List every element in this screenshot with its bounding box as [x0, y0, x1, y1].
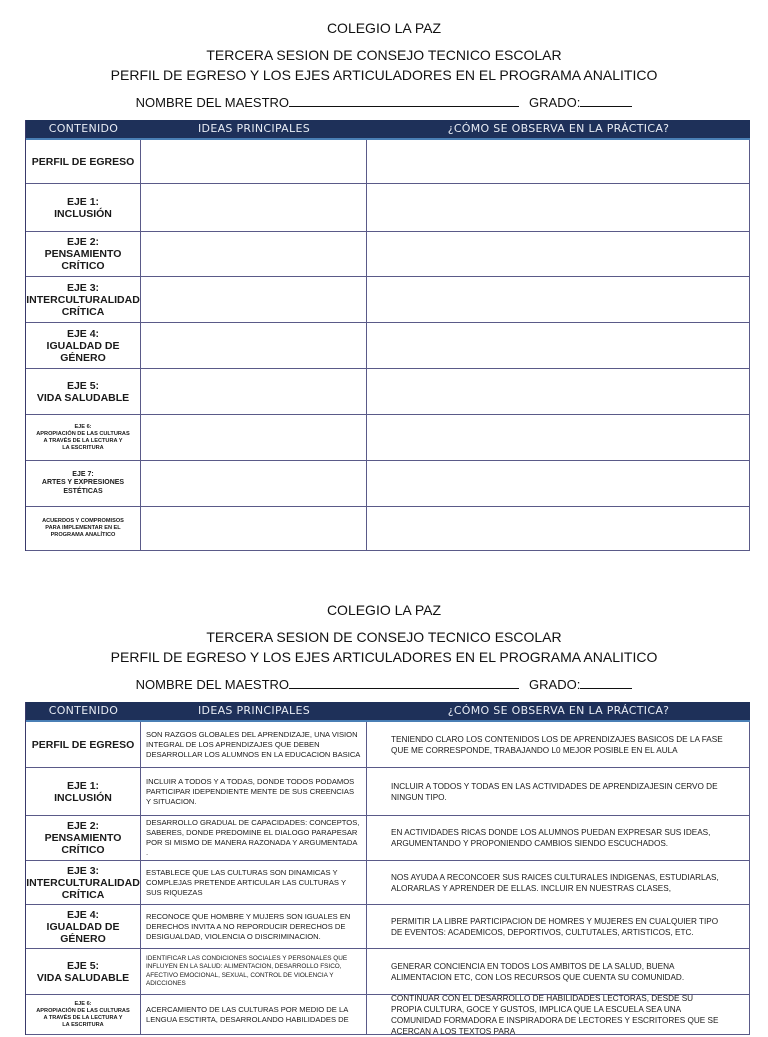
practice-cell[interactable] — [367, 323, 750, 368]
practice-cell[interactable] — [367, 184, 750, 231]
table-row — [26, 905, 750, 949]
table-row — [26, 861, 750, 905]
name-grade-line — [0, 94, 768, 110]
teacher-name-blank[interactable] — [289, 94, 519, 107]
row-label: EJE 5: VIDA SALUDABLE — [26, 949, 141, 994]
row-label: PERFIL DE EGRESO — [26, 140, 141, 183]
col-header-practica: ¿CÓMO SE OBSERVA EN LA PRÁCTICA? — [447, 122, 670, 135]
ideas-cell[interactable]: ACERCAMIENTO DE LAS CULTURAS POR MEDIO DE LA LENGUA ESCTIRTA, DESARROLANDO HABILIDADES DE — [141, 995, 367, 1034]
col-header-ideas: IDEAS PRINCIPALES — [198, 704, 310, 717]
session-title: TERCERA SESION DE CONSEJO TECNICO ESCOLAR — [206, 629, 562, 645]
col-header-practica: ¿CÓMO SE OBSERVA EN LA PRÁCTICA? — [447, 704, 670, 717]
school-name: COLEGIO LA PAZ — [326, 20, 442, 36]
row-label: EJE 3: INTERCULTURALIDAD CRÍTICA — [26, 277, 141, 322]
topic-title: PERFIL DE EGRESO Y LOS EJES ARTICULADORES EN EL PROGRAMA ANALITICO — [110, 67, 658, 83]
teacher-name-blank[interactable] — [289, 676, 519, 689]
filled-axes-table — [25, 702, 750, 1035]
practice-cell[interactable] — [367, 277, 750, 322]
table-row — [26, 232, 750, 277]
ideas-cell[interactable]: INCLUIR A TODOS Y A TODAS, DONDE TODOS PODAMOS PARTICIPAR IDEPENDIENTE MENTE DE SUS CREENCIAS Y SITUACION. — [141, 768, 367, 815]
practice-cell[interactable] — [367, 461, 750, 506]
row-label: EJE 2: PENSAMIENTO CRÍTICO — [26, 816, 141, 860]
grade-label: GRADO: — [529, 95, 581, 110]
ideas-cell[interactable] — [141, 369, 367, 414]
ideas-cell[interactable] — [141, 277, 367, 322]
row-label: EJE 6: APROPIACIÓN DE LAS CULTURAS A TRAVÉS DE LA LECTURA Y LA ESCRITURA — [26, 995, 141, 1034]
practice-cell[interactable]: GENERAR CONCIENCIA EN TODOS LOS AMBITOS DE LA SALUD, BUENA ALIMENTACION ETC, CON LOS RECURSOS QUE CUENTA SU COMUNIDAD. — [367, 949, 750, 994]
table-header — [26, 120, 750, 140]
row-label: EJE 3: INTERCULTURALIDAD CRÍTICA — [26, 861, 141, 904]
practice-cell[interactable]: INCLUIR A TODOS Y TODAS EN LAS ACTIVIDADES DE APRENDIZAJESIN CERVO DE NINGUN TIPO. — [367, 768, 750, 815]
ideas-cell[interactable] — [141, 461, 367, 506]
ideas-cell[interactable]: SON RAZGOS GLOBALES DEL APRENDIZAJE, UNA VISION INTEGRAL DE LOS APRENDIZAJES QUE DEBEN DESARROLLAR LOS ALUMNOS EN LA EDUCACION BASICA — [141, 722, 367, 767]
ideas-cell[interactable] — [141, 507, 367, 550]
ideas-cell[interactable]: DESARROLLO GRADUAL DE CAPACIDADES: CONCEPTOS, SABERES, DONDE PREDOMINE EL DIALOGO PARAPESAR POR SI MISMO DE MANERA RAZONADA Y ARGUMENTADA . — [141, 816, 367, 860]
row-label: EJE 5: VIDA SALUDABLE — [26, 369, 141, 414]
table-row — [26, 369, 750, 415]
ideas-cell[interactable] — [141, 184, 367, 231]
ideas-cell[interactable]: ESTABLECE QUE LAS CULTURAS SON DINAMICAS Y COMPLEJAS PRETENDE ARTICULAR LAS CULTURAS Y SUS RIQUEZAS — [141, 861, 367, 904]
row-label: ACUERDOS Y COMPROMISOS PARA IMPLEMENTAR EN EL PROGRAMA ANALÍTICO — [26, 507, 141, 550]
row-label: EJE 7: ARTES Y EXPRESIONES ESTÉTICAS — [26, 461, 141, 506]
ideas-cell[interactable] — [141, 232, 367, 276]
row-label: EJE 2: PENSAMIENTO CRÍTICO — [26, 232, 141, 276]
table-row — [26, 507, 750, 551]
practice-cell[interactable] — [367, 369, 750, 414]
ideas-cell[interactable] — [141, 323, 367, 368]
practice-cell[interactable]: EN ACTIVIDADES RICAS DONDE LOS ALUMNOS PUEDAN EXPRESAR SUS IDEAS, ARGUMENTANDO Y PROPONIENDO CAMBIOS SIENDO ESCUCHADOS. — [367, 816, 750, 860]
practice-cell[interactable]: TENIENDO CLARO LOS CONTENIDOS LOS DE APRENDIZAJES BASICOS DE LA FASE QUE ME CORRESPONDE, TRABAJANDO L0 MEJOR POSIBLE EN EL AULA — [367, 722, 750, 767]
row-label: PERFIL DE EGRESO — [26, 722, 141, 767]
practice-cell[interactable]: NOS AYUDA A RECONCOER SUS RAICES CULTURALES INDIGENAS, ESTUDIARLAS, ALORARLAS Y APRENDER DE ELLAS. INCLUIR EN NUESTRAS CLASES, — [367, 861, 750, 904]
teacher-name-label: NOMBRE DEL MAESTRO — [135, 677, 290, 692]
col-header-contenido: CONTENIDO — [48, 704, 119, 717]
row-label: EJE 1: INCLUSIÓN — [26, 768, 141, 815]
row-label: EJE 4: IGUALDAD DE GÉNERO — [26, 323, 141, 368]
table-row — [26, 995, 750, 1035]
name-grade-line — [0, 676, 768, 692]
table-row — [26, 816, 750, 861]
practice-cell[interactable]: PERMITIR LA LIBRE PARTICIPACION DE HOMRES Y MUJERES EN CUALQUIER TIPO DE EVENTOS: ACADEMICOS, DEPORTIVOS, CULTUTALES, ARTISTICOS, ETC. — [367, 905, 750, 948]
table-row — [26, 722, 750, 768]
grade-blank[interactable] — [580, 94, 632, 107]
table-header — [26, 702, 750, 722]
table-row — [26, 949, 750, 995]
table-row — [26, 140, 750, 184]
practice-cell[interactable] — [367, 232, 750, 276]
table-row — [26, 184, 750, 232]
table-row — [26, 461, 750, 507]
table-row — [26, 415, 750, 461]
table-row — [26, 323, 750, 369]
grade-label: GRADO: — [529, 677, 581, 692]
ideas-cell[interactable] — [141, 415, 367, 460]
grade-blank[interactable] — [580, 676, 632, 689]
practice-cell[interactable] — [367, 507, 750, 550]
school-name: COLEGIO LA PAZ — [326, 602, 442, 618]
row-label: EJE 6: APROPIACIÓN DE LAS CULTURAS A TRAVÉS DE LA LECTURA Y LA ESCRITURA — [26, 415, 141, 460]
practice-cell[interactable]: CONTINUAR CON EL DESARROLLO DE HABILIDADES LECTORAS, DESDE SU PROPIA CULTURA, GOCE Y GUSTOS, IMPLICA QUE LA ESCUELA SEA UNA COMUNIDAD FORMADORA E INSPIRADORA DE LECTORES Y ESCRITORES QUE SE ACERCAN A LOS TEXTOS PARA — [367, 995, 750, 1034]
table-row — [26, 768, 750, 816]
col-header-ideas: IDEAS PRINCIPALES — [198, 122, 310, 135]
col-header-contenido: CONTENIDO — [48, 122, 119, 135]
ideas-cell[interactable] — [141, 140, 367, 183]
table-row — [26, 277, 750, 323]
session-title: TERCERA SESION DE CONSEJO TECNICO ESCOLAR — [206, 47, 562, 63]
ideas-cell[interactable]: RECONOCE QUE HOMBRE Y MUJERS SON IGUALES EN DERECHOS INVITA A NO REPORDUCIR DERECHOS DE DESIGUALDAD, VIOLENCIA O DISCRIMINACION. — [141, 905, 367, 948]
ideas-cell[interactable]: IDENTIFICAR LAS CONDICIONES SOCIALES Y PERSONALES QUE INFLUYEN EN LA SALUD: ALIMENTACION, DESARROLLO FSICO, AFECTIVO EMOCIONAL, SEXUAL, CONTROL DE VIOLENCIA Y ADICCIONES — [141, 949, 367, 994]
practice-cell[interactable] — [367, 415, 750, 460]
blank-axes-table — [25, 120, 750, 551]
teacher-name-label: NOMBRE DEL MAESTRO — [135, 95, 290, 110]
row-label: EJE 1: INCLUSIÓN — [26, 184, 141, 231]
practice-cell[interactable] — [367, 140, 750, 183]
row-label: EJE 4: IGUALDAD DE GÉNERO — [26, 905, 141, 948]
topic-title: PERFIL DE EGRESO Y LOS EJES ARTICULADORES EN EL PROGRAMA ANALITICO — [110, 649, 658, 665]
